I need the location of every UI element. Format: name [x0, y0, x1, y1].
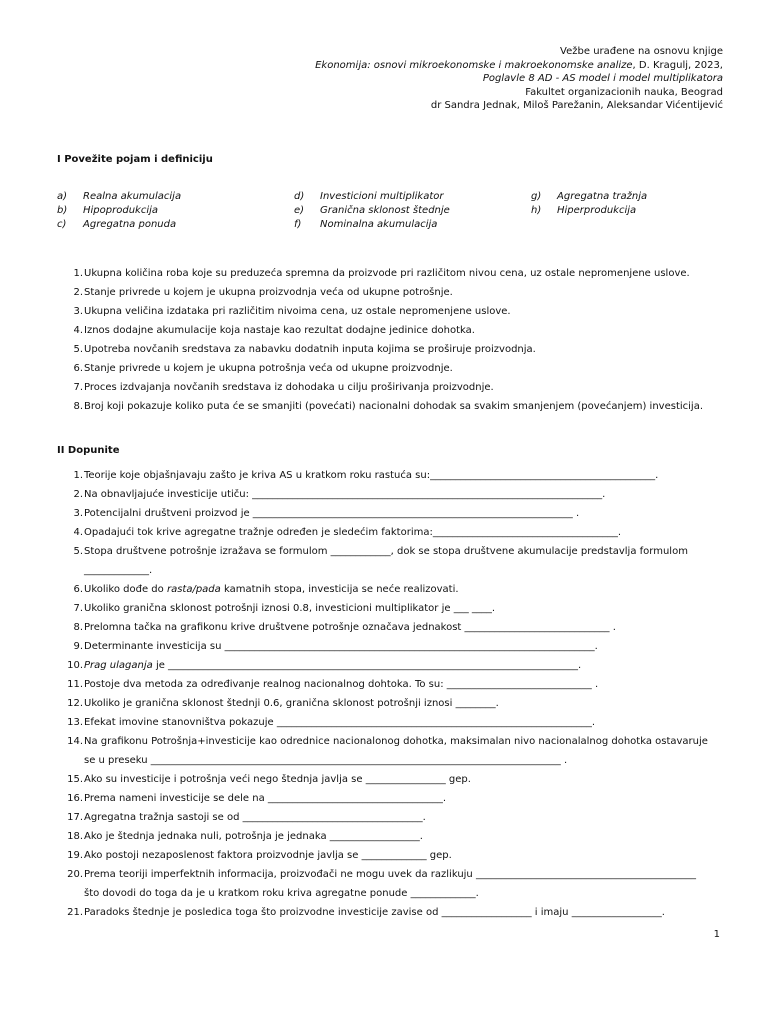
item-number: 9.	[73, 641, 83, 652]
list-item	[57, 378, 729, 397]
term-item: g) Agregatna tražnja	[531, 191, 648, 202]
item-number: 11.	[67, 679, 83, 690]
term-item: a) Realna akumulacija	[57, 191, 182, 202]
item-text: Ako je štednja jednaka nuli, potrošnja je jednaka __________________.	[84, 831, 423, 842]
item-text: Ukupna količina roba koje su preduzeća spremna da proizvode pri različitom nivou cena, uz ostale nepromenjene uslove.	[84, 268, 690, 279]
list-item	[57, 618, 729, 637]
list-item	[57, 359, 729, 378]
item-text: Ukupna veličina izdataka pri različitim nivoima cena, uz ostale nepromenjene uslove.	[84, 306, 511, 317]
item-text: Prema nameni investicije se dele na ___________________________________.	[84, 793, 447, 804]
list-item	[57, 865, 729, 899]
item-number: 8.	[73, 401, 83, 412]
item-number: 20.	[67, 869, 83, 880]
item-text-continued: što dovodi do toga da je u kratkom roku kriva agregatne ponude _____________.	[84, 888, 479, 899]
emphasis: Prag ulaganja	[84, 660, 153, 671]
item-number: 3.	[73, 306, 83, 317]
item-number: 4.	[73, 325, 83, 336]
item-number: 5.	[73, 546, 83, 557]
item-number: 4.	[73, 527, 83, 538]
header-line-1: Vežbe urađene na osnovu knjige	[560, 46, 723, 57]
list-item	[57, 656, 729, 675]
item-text: Agregatna tražnja sastoji se od ____________________________________.	[84, 812, 426, 823]
section-2-title: II Dopunite	[57, 445, 120, 456]
book-details: , D. Kragulj, 2023,	[632, 59, 723, 71]
list-item	[57, 675, 729, 694]
item-number: 3.	[73, 508, 83, 519]
list-item	[57, 808, 729, 827]
item-text: Upotreba novčanih sredstava za nabavku dodatnih inputa kojima se proširuje proizvodnja.	[84, 344, 536, 355]
item-number: 1.	[73, 268, 83, 279]
list-item	[57, 321, 729, 340]
item-text: Prelomna tačka na grafikonu krive društvene potrošnje označava jednakost _____________________________ .	[84, 622, 616, 633]
item-text: Broj koji pokazuje koliko puta će se smanjiti (povećati) nacionalni dohodak sa svakim smanjenjem (povećanjem) investicija.	[84, 401, 704, 412]
list-item	[57, 732, 729, 766]
item-number: 1.	[73, 470, 83, 481]
item-number: 13.	[67, 717, 83, 728]
item-number: 17.	[67, 812, 83, 823]
list-item	[57, 789, 729, 808]
item-text: Stanje privrede u kojem je ukupna proizvodnja veća od ukupne potrošnje.	[84, 287, 453, 298]
item-text: Determinante investicija su __________________________________________________________________________.	[84, 641, 598, 652]
item-text: Ako su investicije i potrošnja veći nego štednja javlja se ________________ gep.	[84, 774, 471, 785]
list-item	[57, 827, 729, 846]
item-text: Stanje privrede u kojem je ukupna potrošnja veća od ukupne proizvodnje.	[84, 363, 453, 374]
item-number: 14.	[67, 736, 83, 747]
term-item: c) Agregatna ponuda	[57, 219, 177, 230]
list-item	[57, 542, 729, 576]
item-number: 18.	[67, 831, 83, 842]
item-text: Ako postoji nezaposlenost faktora proizvodnje javlja se _____________ gep.	[84, 850, 452, 861]
item-text: Opadajući tok krive agregatne tražnje određen je sledećim faktorima:_____________________________________.	[84, 527, 622, 538]
item-text: Stopa društvene potrošnje izražava se formulom ____________, dok se stopa društvene akumulacije predstavlja formulom	[84, 546, 688, 557]
item-text: Ukoliko granična sklonost potrošnji iznosi 0.8, investicioni multiplikator je ___ ____.	[84, 603, 496, 614]
item-number: 12.	[67, 698, 83, 709]
item-text: Efekat imovine stanovništva pokazuje _______________________________________________________________.	[84, 717, 596, 728]
list-item	[57, 770, 729, 789]
header-line-5: dr Sandra Jednak, Miloš Parežanin, Aleksandar Vićentijević	[430, 100, 723, 111]
list-item	[57, 599, 729, 618]
item-text: Na grafikonu Potrošnja+investicije kao odrednice nacionalonog dohotka, maksimalan nivo nacionalalnog dohotka ostavaruje	[84, 736, 708, 747]
item-text: Paradoks štednje je posledica toga što proizvodne investicije zavise od __________________ i imaju __________________.	[84, 907, 665, 918]
page-number: 1	[713, 929, 720, 940]
item-number: 2.	[73, 287, 83, 298]
item-number: 2.	[73, 489, 83, 500]
item-number: 8.	[73, 622, 83, 633]
list-item	[57, 504, 729, 523]
header-line-2	[315, 59, 723, 73]
list-item	[57, 694, 729, 713]
item-text: Teorije koje objašnjavaju zašto je kriva AS u kratkom roku rastuća su:_____________________________________________.	[84, 470, 659, 481]
item-text: Ukoliko dođe do rasta/pada kamatnih stopa, investicija se neće realizovati.	[84, 584, 459, 595]
book-title: Ekonomija: osnovi mikroekonomske i makroekonomske analize	[315, 59, 633, 71]
item-number: 7.	[73, 603, 83, 614]
list-item	[57, 485, 729, 504]
item-number: 19.	[67, 850, 83, 861]
list-item	[57, 302, 729, 321]
item-text: Potencijalni društveni proizvod je ________________________________________________________________ .	[84, 508, 580, 519]
item-text: Prema teoriji imperfektnih informacija, proizvođači ne mogu uvek da razlikuju ____________________________________________	[84, 869, 696, 880]
item-number: 21.	[67, 907, 83, 918]
term-item: h) Hiperprodukcija	[531, 205, 637, 216]
item-text: Proces izdvajanja novčanih sredstava iz dohodaka u cilju proširivanja proizvodnje.	[84, 382, 494, 393]
list-item	[57, 846, 729, 865]
list-item	[57, 523, 729, 542]
term-item: e) Granična sklonost štednje	[294, 205, 450, 216]
item-number: 16.	[67, 793, 83, 804]
document-header	[315, 45, 723, 113]
item-text: Na obnavljajuće investicije utiču: ______________________________________________________________________.	[84, 489, 606, 500]
section-1-title: I Povežite pojam i definiciju	[57, 154, 213, 165]
list-item	[57, 397, 729, 416]
list-item	[57, 466, 729, 485]
item-number: 6.	[73, 363, 83, 374]
term-item: b) Hipoprodukcija	[57, 205, 158, 216]
header-line-4: Fakultet organizacionih nauka, Beograd	[525, 86, 723, 98]
header-line-3: Poglavle 8 AD - AS model i model multiplikatora	[482, 73, 723, 84]
item-text: Postoje dva metoda za određivanje realnog nacionalnog dohtoka. To su: _____________________________ .	[84, 679, 599, 690]
item-number: 7.	[73, 382, 83, 393]
list-item	[57, 637, 729, 656]
item-text: Prag ulaganja je __________________________________________________________________________________.	[84, 660, 582, 671]
term-item: d) Investicioni multiplikator	[294, 191, 444, 202]
item-number: 5.	[73, 344, 83, 355]
item-text: Ukoliko je granična sklonost štednji 0.6, granična sklonost potrošnji iznosi ________.	[84, 698, 499, 709]
item-text-continued: se u preseku __________________________________________________________________________________ .	[84, 755, 568, 766]
list-item	[57, 580, 729, 599]
list-item	[57, 283, 729, 302]
item-number: 15.	[67, 774, 83, 785]
term-item: f) Nominalna akumulacija	[294, 219, 438, 230]
list-item	[57, 340, 729, 359]
item-text-continued: _____________.	[84, 565, 153, 576]
item-number: 6.	[73, 584, 83, 595]
item-number: 10.	[67, 660, 83, 671]
emphasis: rasta/pada	[166, 584, 221, 595]
list-item	[57, 264, 729, 283]
list-item	[57, 903, 729, 922]
item-text: Iznos dodajne akumulacije koja nastaje kao rezultat dodajne jedinice dohotka.	[84, 325, 475, 336]
list-item	[57, 713, 729, 732]
